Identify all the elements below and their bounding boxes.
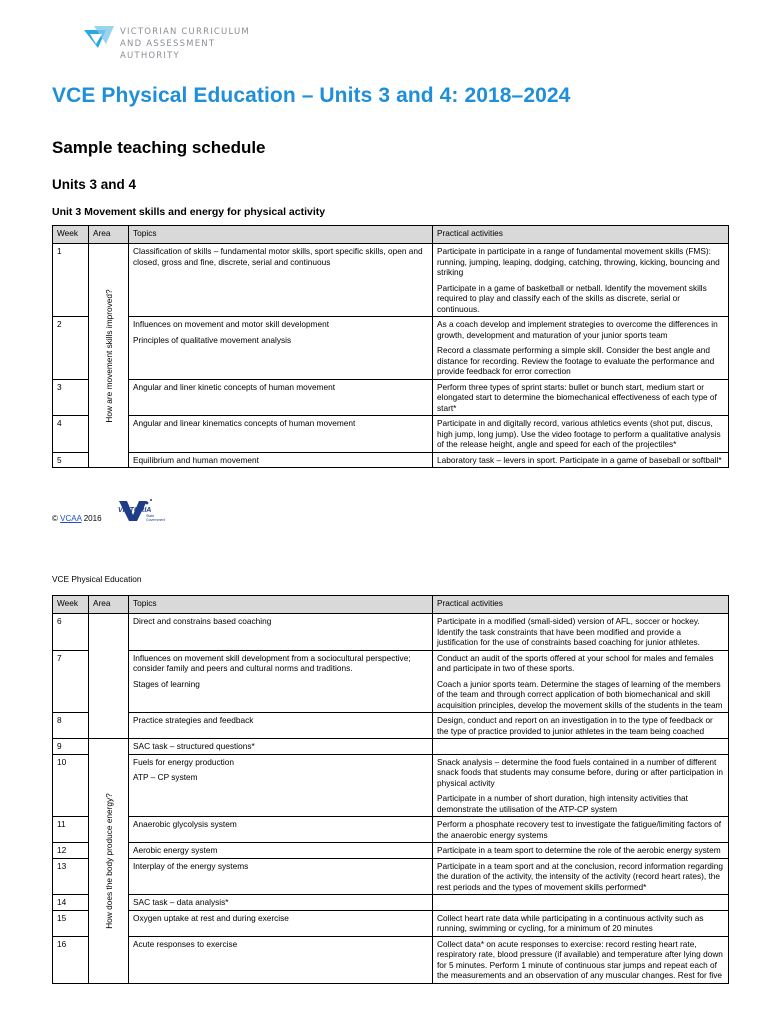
topic-text: Anaerobic glycolysis system — [133, 819, 237, 829]
practical-cell — [433, 416, 729, 453]
week-cell: 8 — [53, 713, 89, 739]
schedule-table-unit3-part1 — [52, 225, 729, 468]
table-row — [53, 895, 729, 911]
practical-text: Participate in participate in a range of fundamental movement skills (FMS): running, jumping, leaping, dodging, catching, throwing, kicking, bouncing and striking — [437, 246, 720, 277]
area-label: How are movement skills improved? — [103, 288, 114, 423]
topic-text: Stages of learning — [133, 678, 200, 689]
topic-text: Influences on movement skill development from a sociocultural perspective; consider family and peers and cultural norms and traditions. — [133, 652, 411, 673]
topic-text: Aerobic energy system — [133, 845, 218, 855]
practical-cell — [433, 895, 729, 911]
vcaa-logo — [84, 24, 254, 61]
footer-copyright — [52, 514, 102, 523]
vcaa-link[interactable]: VCAA — [60, 514, 82, 523]
table-row — [53, 843, 729, 859]
topic-text: Angular and linear kinematics concepts of human movement — [133, 418, 356, 428]
practical-text: Conduct an audit of the sports offered at your school for males and females and participate in two of these sports. — [437, 652, 714, 673]
topics-cell — [129, 452, 433, 468]
practical-cell — [433, 244, 729, 317]
week-cell: 12 — [53, 843, 89, 859]
topics-cell — [129, 817, 433, 843]
practical-cell — [433, 713, 729, 739]
topics-cell — [129, 739, 433, 755]
org-line-2: AND ASSESSMENT AUTHORITY — [120, 39, 216, 61]
week-cell: 13 — [53, 858, 89, 895]
topic-text: Classification of skills – fundamental motor skills, sport specific skills, open and closed, gross and fine, discrete, serial and continuous — [133, 246, 423, 267]
topics-cell — [129, 895, 433, 911]
practical-text: Participate in a team sport to determine the role of the aerobic energy system — [437, 845, 721, 855]
table-row — [53, 416, 729, 453]
header-topics: Topics — [129, 596, 433, 614]
header-practical: Practical activities — [433, 596, 729, 614]
table-header-row — [53, 596, 729, 614]
org-line-1: VICTORIAN CURRICULUM — [120, 27, 250, 37]
practical-text: Coach a junior sports team. Determine the stages of learning of the members of the team and through correct application of both biomechanical and skill acquisition principles, develop the movement skills of the students in the team — [437, 678, 723, 710]
practical-cell — [433, 452, 729, 468]
week-cell: 15 — [53, 910, 89, 936]
document-title: VCE Physical Education – Units 3 and 4: 2018–2024 — [52, 84, 571, 107]
victoria-logo-sub-1: State — [146, 514, 155, 518]
topics-cell — [129, 614, 433, 651]
practical-cell — [433, 650, 729, 713]
header-practical: Practical activities — [433, 226, 729, 244]
practical-cell — [433, 614, 729, 651]
table-row — [53, 650, 729, 713]
table-row — [53, 614, 729, 651]
week-cell: 7 — [53, 650, 89, 713]
table-row — [53, 244, 729, 317]
table-row — [53, 936, 729, 983]
table-row — [53, 858, 729, 895]
practical-cell — [433, 739, 729, 755]
topic-text: Practice strategies and feedback — [133, 715, 254, 725]
table-row — [53, 754, 729, 817]
header-week: Week — [53, 596, 89, 614]
topics-cell — [129, 843, 433, 859]
week-cell: 16 — [53, 936, 89, 983]
week-cell: 4 — [53, 416, 89, 453]
victoria-logo-title: VICTORIA — [118, 507, 152, 514]
practical-text: Participate in a modified (small-sided) version of AFL, soccer or hockey. Identify the task constraints that have been modified and provide a justification for the use of constraints based coaching for junior athletes. — [437, 616, 700, 647]
table-header-row — [53, 226, 729, 244]
topics-cell — [129, 754, 433, 817]
week-cell: 2 — [53, 317, 89, 380]
topics-cell — [129, 650, 433, 713]
victoria-logo-sub-2: Government — [146, 518, 166, 522]
topics-cell — [129, 317, 433, 380]
practical-text: Laboratory task – levers in sport. Participate in a game of baseball or softball* — [437, 454, 722, 465]
area-cell — [89, 244, 129, 468]
copyright-year: 2016 — [83, 514, 102, 523]
topics-cell — [129, 936, 433, 983]
week-cell: 5 — [53, 452, 89, 468]
topic-text: Interplay of the energy systems — [133, 860, 249, 871]
practical-text: Collect data* on acute responses to exercise: record resting heart rate, respiratory rate, blood pressure (if available) and temperature after lying down for 5 minutes. Perform 1 minute of continuous star jumps and repeat each of the measurements and an observation of any muscular changes. Rest for five — [437, 938, 723, 980]
table-row — [53, 452, 729, 468]
topic-text: Acute responses to exercise — [133, 938, 238, 949]
table-row — [53, 317, 729, 380]
header-topics: Topics — [129, 226, 433, 244]
practical-cell — [433, 858, 729, 895]
practical-cell — [433, 843, 729, 859]
table-row — [53, 739, 729, 755]
header-area: Area — [89, 226, 129, 244]
practical-cell — [433, 936, 729, 983]
running-header: VCE Physical Education — [52, 574, 142, 584]
topic-text: Principles of qualitative movement analysis — [133, 334, 292, 345]
topic-text: Direct and constrains based coaching — [133, 616, 272, 626]
vcaa-logo-mark-icon — [84, 24, 116, 54]
practical-text: Snack analysis – determine the food fuels contained in a number of different snack foods that students may consume before, during or after participation in physical activity — [437, 756, 723, 788]
topic-text: ATP – CP system — [133, 772, 198, 782]
topics-cell — [129, 858, 433, 895]
practical-text: Participate in a number of short duration, high intensity activities that demonstrate the utilisation of the ATP-CP system — [437, 793, 688, 814]
practical-text: Participate in a game of basketball or netball. Identify the movement skills required to play and classify each of the skills as discrete, serial or continuous. — [437, 282, 707, 314]
schedule-table-unit3-part2 — [52, 595, 729, 984]
victoria-logo-subtitle — [146, 514, 165, 522]
topic-text: Oxygen uptake at rest and during exercise — [133, 912, 289, 923]
week-cell: 6 — [53, 614, 89, 651]
table-row — [53, 910, 729, 936]
copyright-symbol: © — [52, 514, 58, 523]
practical-text: As a coach develop and implement strategies to overcome the differences in growth, development and maturation of your junior sports team — [437, 319, 718, 340]
document-subtitle: Sample teaching schedule — [52, 138, 266, 157]
week-cell: 9 — [53, 739, 89, 755]
practical-text: Participate in and digitally record, various athletics events (shot put, discus, high jump, long jump). Use the video footage to perform a qualitative analysis of the release height, angle and speed for each of the projectiles* — [437, 418, 721, 449]
area-cell — [89, 739, 129, 984]
practical-cell — [433, 754, 729, 817]
topics-cell — [129, 416, 433, 453]
practical-cell — [433, 317, 729, 380]
practical-cell — [433, 379, 729, 416]
week-cell: 11 — [53, 817, 89, 843]
topic-text: SAC task – structured questions* — [133, 741, 255, 751]
practical-text: Perform three types of sprint starts: bullet or bunch start, medium start or elongated start to determine the biomechanical effectiveness of each type of start* — [437, 381, 717, 413]
practical-text: Perform a phosphate recovery test to investigate the fatigue/limiting factors of the anaerobic energy systems — [437, 819, 722, 840]
area-cell — [89, 614, 129, 739]
table-row — [53, 379, 729, 416]
week-cell: 10 — [53, 754, 89, 817]
topic-text: Fuels for energy production — [133, 756, 235, 767]
topics-cell — [129, 910, 433, 936]
topics-cell — [129, 713, 433, 739]
topic-text: Angular and liner kinetic concepts of human movement — [133, 381, 336, 392]
vcaa-logo-text — [120, 26, 254, 62]
table-row — [53, 817, 729, 843]
practical-text: Participate in a team sport and at the conclusion, record information regarding the duration of the activity, the intensity of the activity (record heart rates), the rest periods and the types of movement skills performed* — [437, 860, 723, 892]
practical-cell — [433, 817, 729, 843]
unit-title: Unit 3 Movement skills and energy for physical activity — [52, 206, 326, 218]
practical-text: Record a classmate performing a simple skill. Consider the best angle and distance for recording. Review the footage to evaluate the performance and provide feedback for error correction — [437, 345, 715, 376]
practical-text: Design, conduct and report on an investigation in to the type of feedback or the type of practice provided to junior athletes in the team being coached — [437, 715, 713, 736]
topic-text: SAC task – data analysis* — [133, 897, 229, 907]
week-cell: 14 — [53, 895, 89, 911]
table-row — [53, 713, 729, 739]
week-cell: 1 — [53, 244, 89, 317]
area-label: How does the body produce energy? — [103, 792, 114, 929]
header-week: Week — [53, 226, 89, 244]
topics-cell — [129, 379, 433, 416]
practical-text: Collect heart rate data while participating in a continuous activity such as running, swimming or cycling, for a minimum of 20 minutes — [437, 912, 704, 933]
topic-text: Influences on movement and motor skill development — [133, 319, 330, 329]
header-area: Area — [89, 596, 129, 614]
practical-cell — [433, 910, 729, 936]
section-heading: Units 3 and 4 — [52, 177, 137, 192]
topics-cell — [129, 244, 433, 317]
week-cell: 3 — [53, 379, 89, 416]
topic-text: Equilibrium and human movement — [133, 454, 259, 465]
